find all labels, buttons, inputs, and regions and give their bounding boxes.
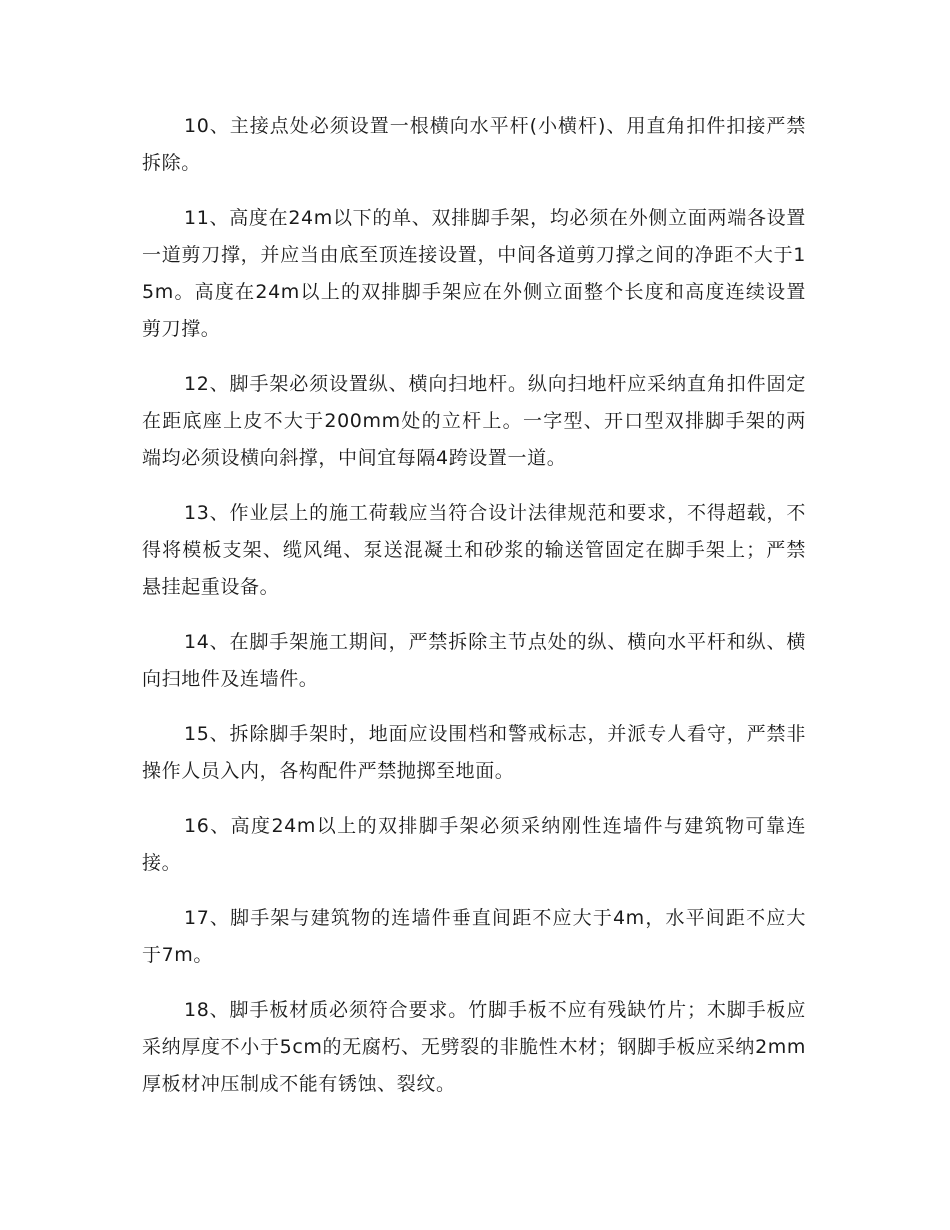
paragraph-18: 18、脚手板材质必须符合要求。竹脚手板不应有残缺竹片；木脚手板应采纳厚度不小于5cm的无腐朽、无劈裂的非脆性木材；钢脚手板应采纳2mm厚板材冲压制成不能有锈蚀、裂纹。: [142, 999, 806, 1095]
paragraph-11: 11、高度在24m以下的单、双排脚手架，均必须在外侧立面两端各设置一道剪刀撑，并应当由底至顶连接设置，中间各道剪刀撑之间的净距不大于15m。高度在24m以上的双排脚手架应在外侧立面整个长度和高度连续设置剪刀撑。: [142, 207, 806, 340]
document-body: [142, 108, 806, 1121]
paragraph-16: 16、高度24m以上的双排脚手架必须采纳刚性连墙件与建筑物可靠连接。: [142, 815, 806, 874]
paragraph-15: 15、拆除脚手架时，地面应设围档和警戒标志，并派专人看守，严禁非操作人员入内，各构配件严禁抛掷至地面。: [142, 723, 806, 782]
paragraph-13: 13、作业层上的施工荷载应当符合设计法律规范和要求，不得超载，不得将模板支架、缆风绳、泵送混凝土和砂浆的输送管固定在脚手架上；严禁悬挂起重设备。: [142, 502, 806, 598]
paragraph-12: 12、脚手架必须设置纵、横向扫地杆。纵向扫地杆应采纳直角扣件固定在距底座上皮不大于200mm处的立杆上。一字型、开口型双排脚手架的两端均必须设横向斜撑，中间宜每隔4跨设置一道。: [142, 373, 806, 469]
paragraph-14: 14、在脚手架施工期间，严禁拆除主节点处的纵、横向水平杆和纵、横向扫地件及连墙件。: [142, 631, 806, 690]
paragraph-17: 17、脚手架与建筑物的连墙件垂直间距不应大于4m，水平间距不应大于7m。: [142, 907, 806, 966]
paragraph-10: 10、主接点处必须设置一根横向水平杆(小横杆)、用直角扣件扣接严禁拆除。: [142, 115, 806, 174]
